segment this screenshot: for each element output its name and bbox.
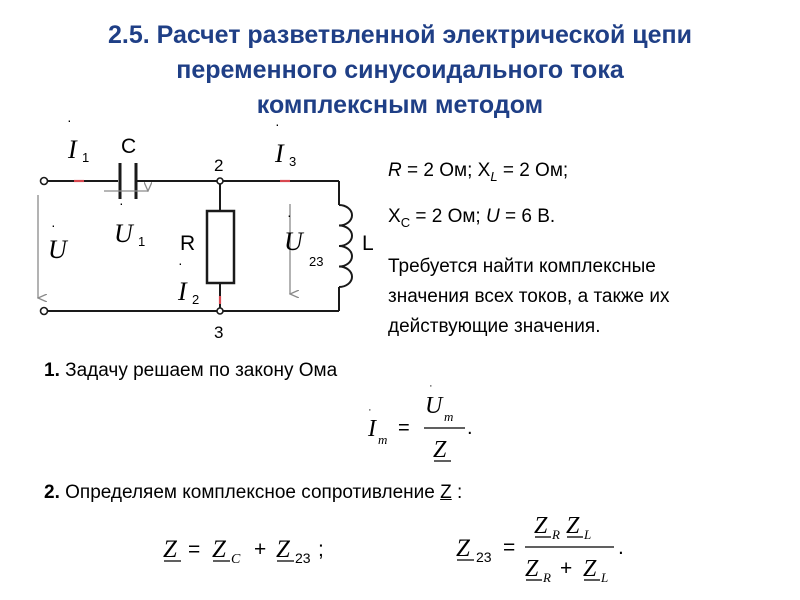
step-2 bbox=[44, 482, 462, 504]
circuit-diagram bbox=[38, 112, 374, 342]
input-terminal-top bbox=[41, 178, 48, 185]
dot-u23: · bbox=[287, 207, 292, 223]
task-line-2: значения всех токов, а также их bbox=[388, 286, 670, 307]
title-line-1: 2.5. Расчет разветвленной электрической цепи bbox=[107, 21, 692, 49]
dot-u1: · bbox=[119, 195, 124, 211]
ohm-eq: = bbox=[398, 417, 410, 439]
params-line-2 bbox=[388, 206, 555, 230]
inductor-coil bbox=[339, 205, 352, 287]
z23-den-l-sub: L bbox=[601, 570, 609, 585]
zsum-eq: = bbox=[188, 538, 201, 561]
zsum-zc-sub: C bbox=[231, 552, 241, 567]
zsum-semicolon: ; bbox=[318, 538, 324, 561]
ohm-dot-i: · bbox=[368, 404, 372, 416]
params-line-1 bbox=[388, 160, 568, 184]
node-3-label: 3 bbox=[214, 323, 224, 342]
step-1-text: Задачу решаем по закону Ома bbox=[59, 360, 338, 381]
ohm-u: U bbox=[425, 393, 443, 419]
dot-i2: · bbox=[178, 255, 183, 271]
z23-z: Z bbox=[456, 535, 470, 562]
ohm-law-formula bbox=[367, 380, 473, 463]
param-xl-subscript: L bbox=[490, 168, 498, 184]
param-xl-value: = 2 Ом; bbox=[497, 160, 569, 181]
task-requirement bbox=[388, 252, 793, 342]
resistor bbox=[207, 211, 234, 283]
param-r-value: = 2 Ом; X bbox=[401, 160, 491, 181]
node-2-label: 2 bbox=[214, 156, 224, 175]
title-line-3: комплексным методом bbox=[256, 91, 544, 119]
ohm-i-sub: m bbox=[378, 432, 388, 447]
param-r-symbol: R bbox=[388, 160, 402, 181]
title-line-2: переменного синусоидального тока bbox=[176, 56, 624, 84]
ohm-dot-u: · bbox=[429, 380, 433, 392]
step-2-colon: : bbox=[451, 482, 463, 503]
ohm-i: I bbox=[368, 416, 376, 442]
z23-den-zl: Z bbox=[583, 556, 597, 582]
step-1-number: 1. bbox=[44, 360, 60, 381]
label-c: C bbox=[121, 135, 137, 158]
zsum-z: Z bbox=[163, 536, 177, 563]
z23-num-r-sub: R bbox=[552, 527, 560, 542]
label-u23: U bbox=[284, 227, 303, 256]
z-sum-formula bbox=[163, 536, 324, 567]
z23-end-dot: . bbox=[618, 536, 624, 559]
param-u-symbol: U bbox=[485, 206, 500, 227]
label-r: R bbox=[180, 232, 196, 255]
z23-eq: = bbox=[503, 536, 516, 559]
param-xc-symbol: X bbox=[388, 206, 401, 227]
z23-den-r-sub: R bbox=[543, 570, 551, 585]
dot-i3: · bbox=[275, 116, 280, 132]
sub-i3: 3 bbox=[289, 154, 297, 169]
param-u-value: = 6 В. bbox=[499, 206, 556, 227]
node-2-dot bbox=[217, 178, 223, 184]
zsum-plus: + bbox=[254, 538, 267, 561]
task-line-3: действующие значения. bbox=[388, 316, 601, 337]
task-line-1: Требуется найти комплексные bbox=[388, 256, 656, 277]
param-xc-subscript: C bbox=[400, 214, 411, 230]
label-u: U bbox=[48, 235, 67, 264]
label-u1: U bbox=[114, 219, 133, 248]
z23-num-zr: Z bbox=[534, 513, 548, 539]
z23-num-zl: Z bbox=[566, 513, 580, 539]
z23-den-zr: Z bbox=[525, 556, 539, 582]
sub-u1: 1 bbox=[138, 234, 146, 249]
zsum-z23: Z bbox=[276, 536, 290, 563]
input-terminal-bottom bbox=[41, 308, 48, 315]
label-i1: I bbox=[68, 135, 77, 164]
z23-formula bbox=[456, 513, 624, 585]
dot-i1: · bbox=[67, 112, 72, 128]
dot-u: · bbox=[51, 217, 56, 233]
step-2-text: Определяем комплексное сопротивление bbox=[59, 482, 441, 503]
zsum-z23-sub: 23 bbox=[295, 550, 311, 566]
ohm-end-dot: . bbox=[467, 417, 473, 439]
step-1 bbox=[44, 360, 337, 382]
ohm-u-sub: m bbox=[444, 409, 454, 424]
sub-i2: 2 bbox=[192, 292, 200, 307]
param-xc-value: = 2 Ом; bbox=[410, 206, 486, 227]
node-3-dot bbox=[217, 308, 223, 314]
sub-i1: 1 bbox=[82, 150, 90, 165]
zsum-zc: Z bbox=[212, 536, 226, 563]
step-2-number: 2. bbox=[44, 482, 60, 503]
z23-den-plus: + bbox=[560, 557, 573, 580]
label-i2: I bbox=[178, 277, 187, 306]
step-2-z: Z bbox=[440, 482, 452, 503]
label-l: L bbox=[362, 232, 374, 255]
ohm-z: Z bbox=[433, 437, 447, 463]
sub-u23: 23 bbox=[309, 254, 324, 269]
z23-num-l-sub: L bbox=[584, 527, 592, 542]
z23-z-sub: 23 bbox=[476, 549, 492, 565]
label-i3: I bbox=[275, 139, 284, 168]
